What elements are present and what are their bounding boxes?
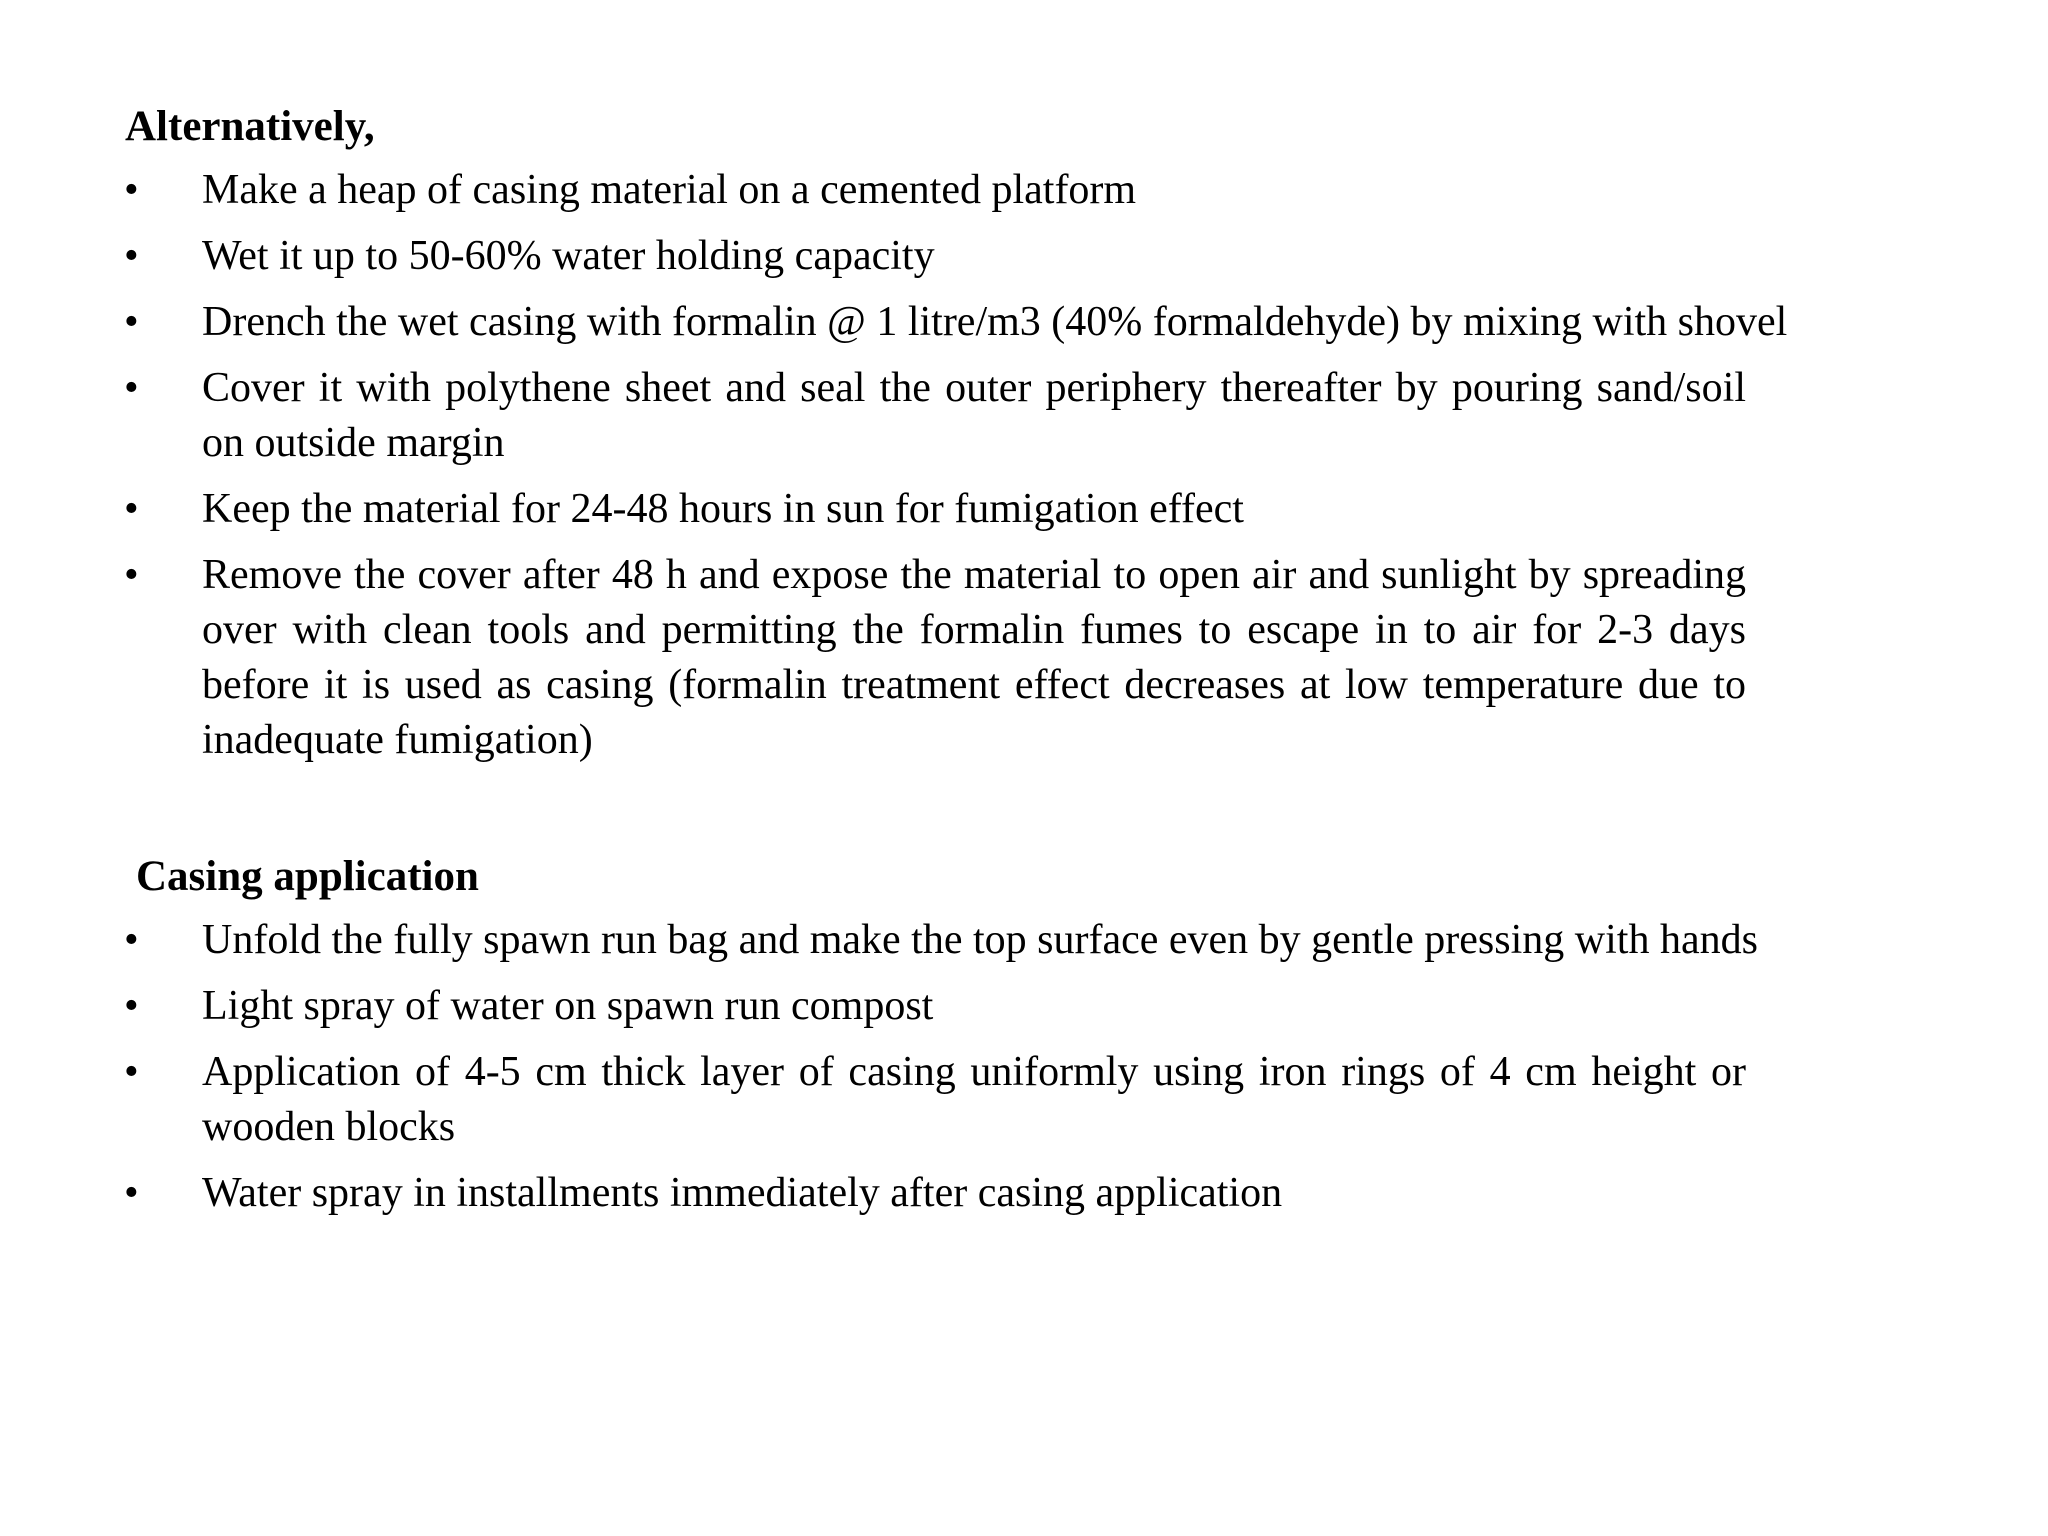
bullet-icon: •: [124, 983, 139, 1029]
list-item: [0, 979, 1746, 1034]
list-item-text: Wet it up to 50-60% water holding capacity: [202, 233, 935, 279]
list-item-text: Water spray in installments immediately after casing application: [202, 1170, 1283, 1216]
list-item-text: Keep the material for 24-48 hours in sun for fumigation effect: [202, 486, 1244, 532]
bullet-icon: •: [124, 299, 139, 345]
list-item-text: Application of 4-5 cm thick layer of casing uniformly using iron rings of 4 cm height or wooden blocks: [202, 1049, 1746, 1150]
list-item-text: Unfold the fully spawn run bag and make the top surface even by gentle pressing with hands: [202, 917, 1758, 963]
list-item-text: Light spray of water on spawn run compost: [202, 983, 934, 1029]
list-item: [0, 548, 1746, 768]
list-item: [0, 482, 1746, 537]
list-item-text: Remove the cover after 48 h and expose the material to open air and sunlight by spreading over with clean tools and permitting the formalin fumes to escape in to air for 2-3 days before it is used as casing (formalin treatment effect decreases at low temperature due to inadequate fumigation): [202, 552, 1746, 763]
list-item-text: Cover it with polythene sheet and seal the outer periphery thereafter by pouring sand/soil on outside margin: [202, 365, 1746, 466]
list-item-text: Make a heap of casing material on a cemented platform: [202, 167, 1137, 213]
list-item: [0, 295, 1788, 350]
list-item: [0, 1166, 1746, 1221]
bullet-icon: •: [124, 1170, 139, 1216]
bullet-icon: •: [124, 917, 139, 963]
list-item: [0, 163, 1746, 218]
bullet-icon: •: [124, 486, 139, 532]
bullet-icon: •: [124, 1049, 139, 1095]
list-item-text: Drench the wet casing with formalin @ 1 litre/m3 (40% formaldehyde) by mixing with shovel: [202, 299, 1788, 345]
bullet-list-alternatively: [0, 163, 2048, 779]
list-item: [0, 1045, 1746, 1155]
section-heading-casing-application: Casing application: [136, 853, 479, 900]
bullet-list-casing-application: [0, 913, 2048, 1232]
bullet-icon: •: [124, 552, 139, 598]
bullet-icon: •: [124, 233, 139, 279]
section-heading-alternatively: Alternatively,: [125, 103, 375, 150]
list-item: [0, 229, 1746, 284]
bullet-icon: •: [124, 365, 139, 411]
list-item: [0, 361, 1746, 471]
list-item: [0, 913, 1758, 968]
bullet-icon: •: [124, 167, 139, 213]
